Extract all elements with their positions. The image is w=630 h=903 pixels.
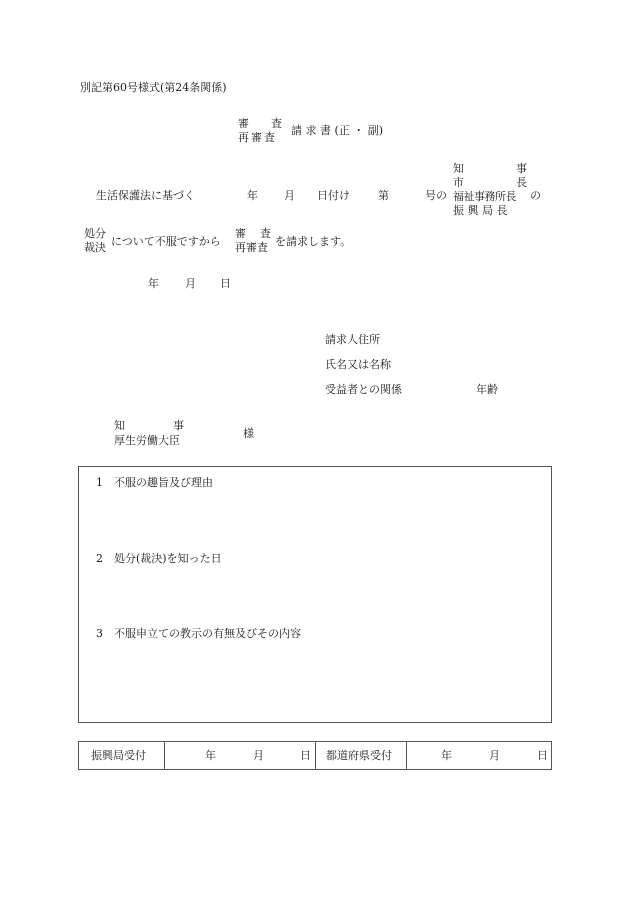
receipt-shinko-year: 年	[205, 749, 216, 762]
authority-shicho: 市 長	[453, 176, 527, 189]
addressee-stack	[114, 418, 184, 448]
disposal-stack	[84, 227, 106, 255]
section-2-label: 2 処分(裁決)を知った日	[96, 552, 222, 565]
basis-gou-no: 号の	[425, 189, 447, 202]
receipt-table	[78, 741, 552, 770]
basis-prefix: 生活保護法に基づく	[96, 189, 195, 202]
date-day: 日	[220, 277, 231, 290]
receipt-shinko-label: 振興局受付	[91, 749, 146, 762]
receipt-divider	[164, 742, 165, 769]
claimant-age-label: 年齢	[476, 383, 498, 396]
authority-shinko: 振 興 局 長	[453, 204, 508, 217]
authority-stack	[453, 162, 527, 218]
receipt-pref-month: 月	[489, 749, 500, 762]
decision-label: 裁決	[84, 240, 106, 254]
basis-no: の	[530, 189, 541, 202]
title-saishinsa: 再審査	[238, 130, 277, 144]
receipt-pref-day: 日	[537, 749, 548, 762]
authority-fukushi: 福祉事務所長	[453, 190, 516, 203]
receipt-divider	[315, 742, 316, 769]
form-number-label: 別記第60号様式(第24条関係)	[80, 81, 227, 94]
review-shinsa: 審 査	[235, 227, 271, 240]
addressee-sama: 様	[243, 427, 254, 440]
line2-middle: について不服ですから	[111, 235, 221, 248]
receipt-divider	[406, 742, 407, 769]
addressee-minister: 厚生労働大臣	[114, 434, 180, 447]
section-3-label: 3 不服申立ての教示の有無及びその内容	[96, 627, 301, 640]
line2-end: を請求します。	[275, 235, 352, 248]
receipt-pref-year: 年	[441, 749, 452, 762]
basis-dated: 日付け	[317, 189, 350, 202]
title-stack	[238, 117, 282, 145]
basis-dai: 第	[378, 189, 389, 202]
claimant-address-label: 請求人住所	[325, 333, 380, 346]
basis-year: 年	[247, 189, 258, 202]
title-text: 請 求 書 (正 ・ 副)	[291, 124, 384, 137]
claimant-name-label: 氏名又は名称	[325, 358, 391, 371]
date-month: 月	[185, 277, 196, 290]
date-year: 年	[148, 277, 159, 290]
authority-chiji: 知 事	[453, 162, 527, 175]
review-stack	[235, 227, 271, 255]
section-1-label: 1 不服の趣旨及び理由	[96, 476, 213, 489]
addressee-chiji: 知 事	[114, 419, 184, 432]
receipt-shinko-month: 月	[253, 749, 264, 762]
basis-month: 月	[284, 189, 295, 202]
claimant-relation-label: 受益者との関係	[325, 383, 402, 396]
receipt-pref-label: 都道府県受付	[326, 749, 392, 762]
title-shinsa: 審 査	[238, 117, 282, 130]
disposal-label: 処分	[84, 227, 106, 240]
objection-box	[78, 466, 552, 723]
review-saishinsa: 再審査	[235, 240, 268, 254]
receipt-shinko-day: 日	[300, 749, 311, 762]
